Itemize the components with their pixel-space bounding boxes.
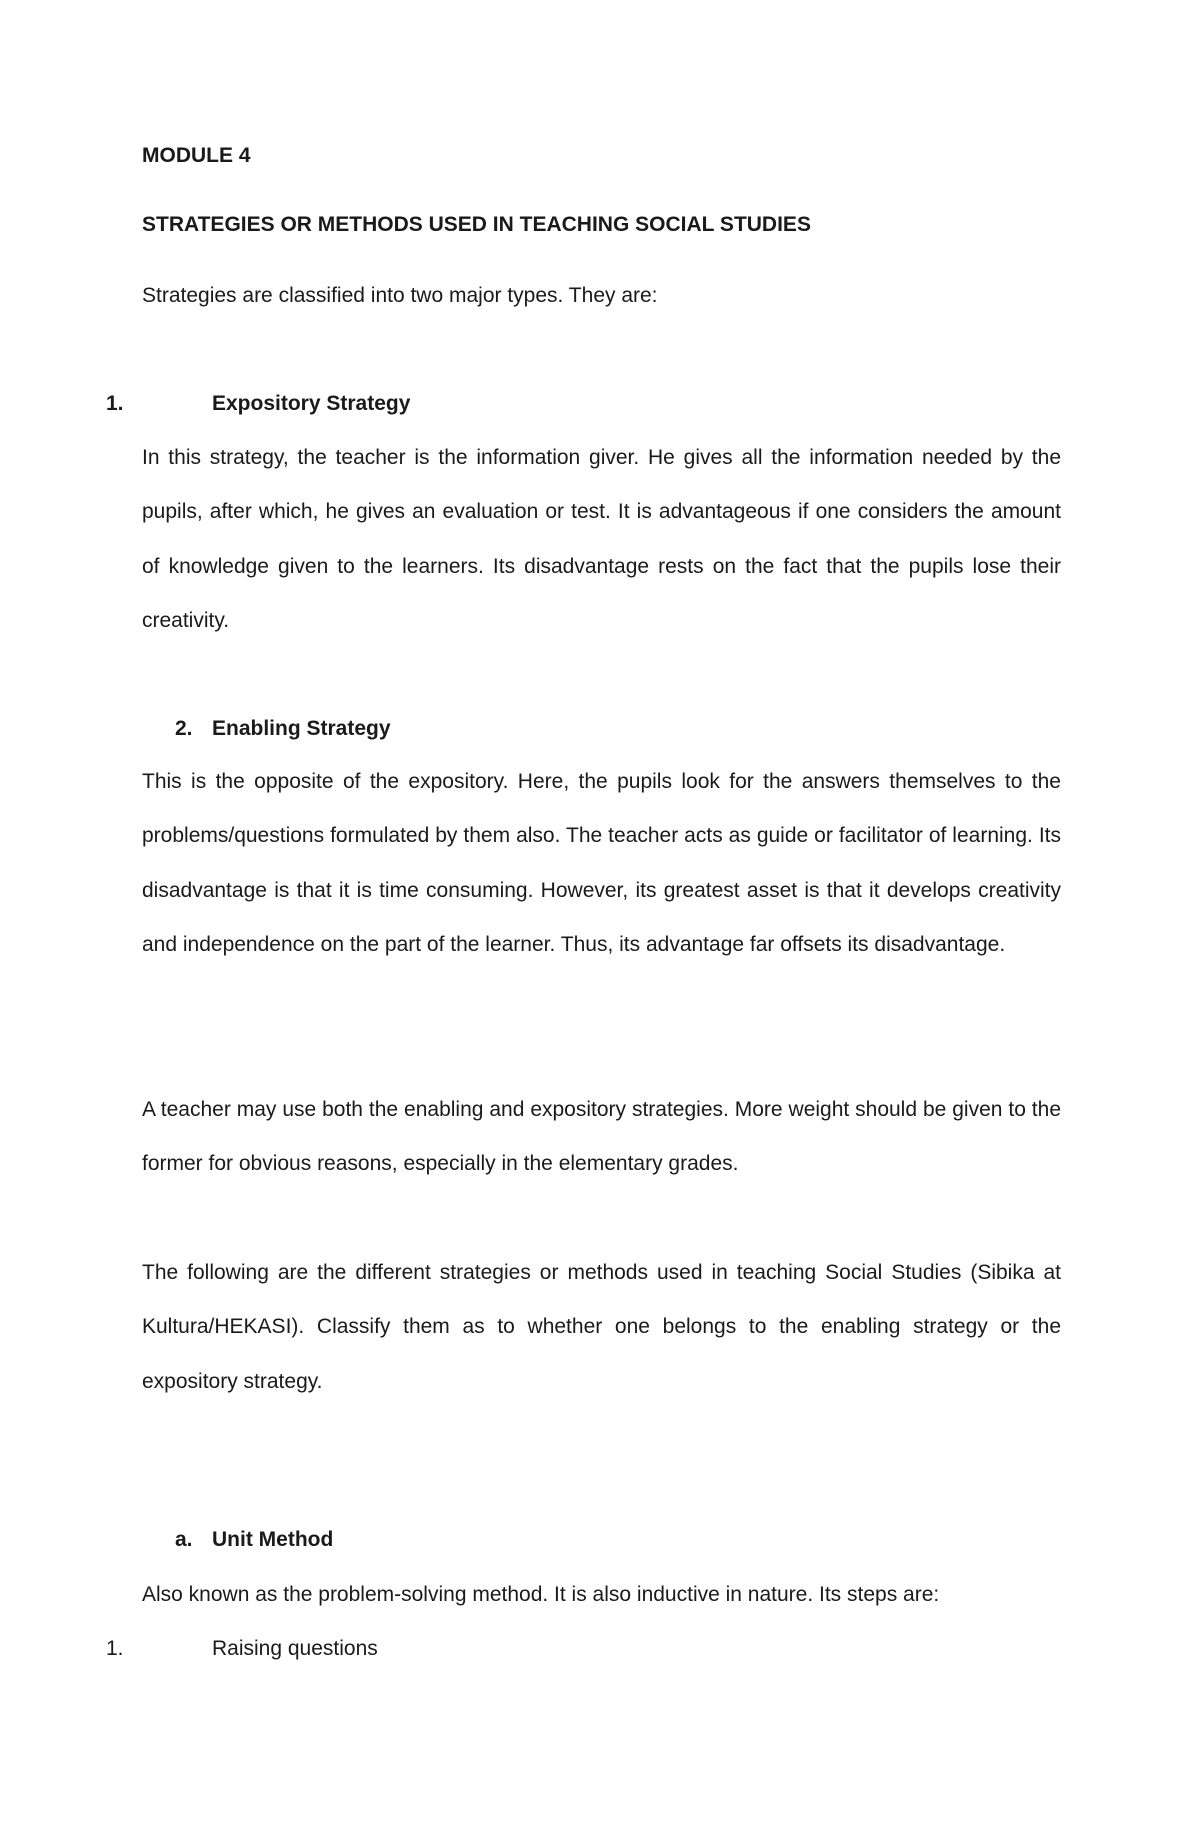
unit-method-letter: a. [175,1528,193,1551]
module-title: MODULE 4 [142,144,251,167]
step-number: 1. [106,1637,124,1660]
intro-text: Strategies are classified into two major types. They are: [142,284,658,307]
step-text: Raising questions [212,1637,378,1660]
paragraph-both-strategies: A teacher may use both the enabling and expository strategies. More weight should be given to the former for obvious reasons, especially in the elementary grades. [142,1098,1061,1176]
expository-title: Expository Strategy [212,392,411,415]
enabling-title: Enabling Strategy [212,717,391,740]
enabling-number: 2. [175,717,193,740]
paragraph-following-methods: The following are the different strategies or methods used in teaching Social Studies (Sibika at Kultura/HEKASI). Classify them as to whether one belongs to the enabling strategy or the expository strategy. [142,1261,1061,1393]
expository-body: In this strategy, the teacher is the information giver. He gives all the information needed by the pupils, after which, he gives an evaluation or test. It is advantageous if one considers the amount of knowledge given to the learners. Its disadvantage rests on the fact that the pupils lose their creativity. [142,446,1061,632]
expository-number: 1. [106,392,124,415]
main-title: STRATEGIES OR METHODS USED IN TEACHING SOCIAL STUDIES [142,213,811,236]
enabling-body: This is the opposite of the expository. Here, the pupils look for the answers themselves to the problems/questions formulated by them also. The teacher acts as guide or facilitator of learning. Its disadvantage is that it is time consuming. However, its greatest asset is that it develops creativity and independence on the part of the learner. Thus, its advantage far offsets its disadvantage. [142,770,1061,956]
unit-method-title: Unit Method [212,1528,334,1551]
unit-method-body: Also known as the problem-solving method. It is also inductive in nature. Its steps are: [142,1583,940,1606]
